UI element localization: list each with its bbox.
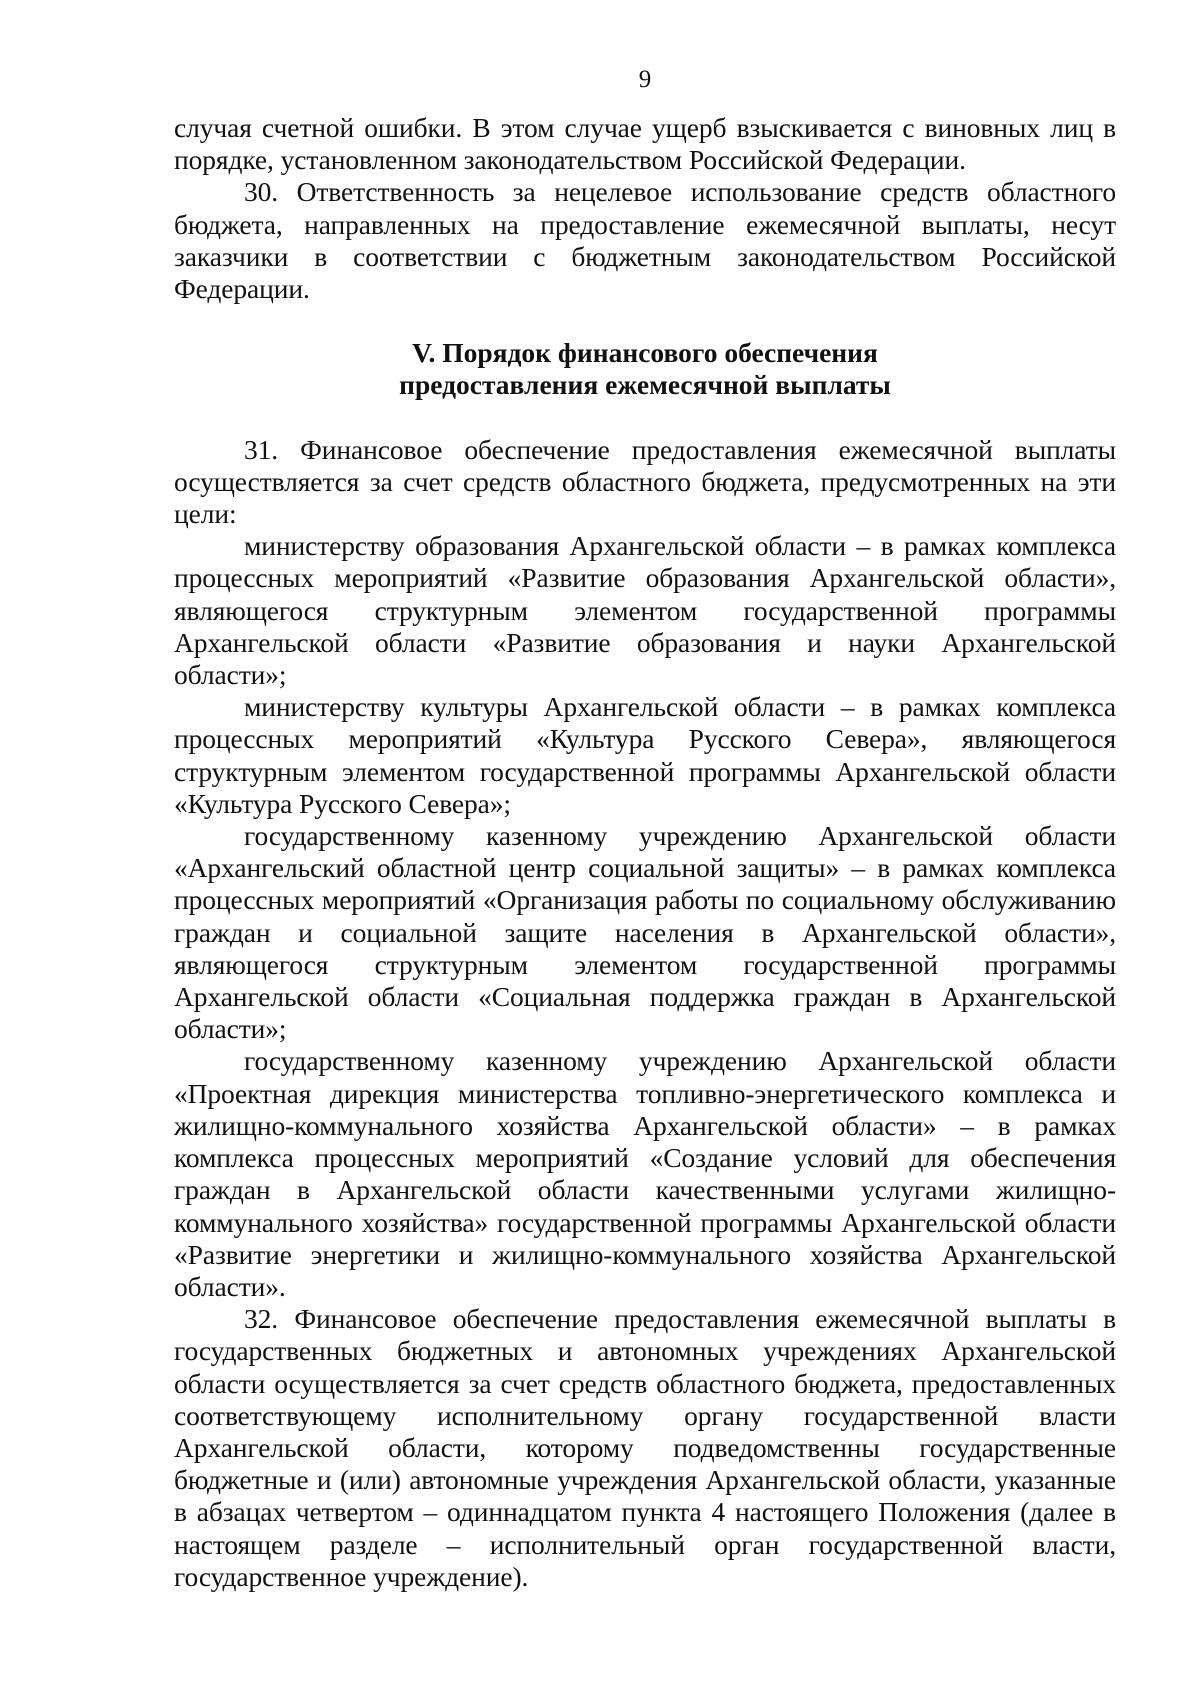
paragraph-item-32: 32. Финансовое обеспечение предоставления ежемесячной выплаты в государственных бюджетных и автономных учреждениях Архангельской области осуществляется за счет средств областного бюджета, предоставленных соответствующему исполнительному органу государственной власти Архангельской области, которому подведомственны государственные бюджетные и (или) автономные учреждения Архангельской области, указанные в абзацах четвертом – одиннадцатом пункта 4 настоящего Положения (далее в настоящем разделе – исполнительный орган государственной власти, государственное учреждение). [174,1303,1116,1592]
paragraph-item-31: 31. Финансовое обеспечение предоставления ежемесячной выплаты осуществляется за счет средств областного бюджета, предусмотренных на эти цели: [174,433,1116,530]
section-heading-line-2: предоставления ежемесячной выплаты [399,369,891,401]
paragraph-continuation: случая счетной ошибки. В этом случае ущерб взыскивается с виновных лиц в порядке, установленном законодательством Российской Федерации. [174,112,1116,176]
section-heading-line-1: V. Порядок финансового обеспечения [412,337,878,369]
document-page [174,64,1116,1593]
section-heading [174,337,1116,401]
paragraph-social-protection-center: государственному казенному учреждению Архангельской области «Архангельский областной центр социальной защиты» – в рамках комплекса процессных мероприятий «Организация работы по социальному обслуживанию граждан и социальной защите населения в Архангельской области», являющегося структурным элементом государственной программы Архангельской области «Социальная поддержка граждан в Архангельской области»; [174,820,1116,1045]
paragraph-item-30: 30. Ответственность за нецелевое использование средств областного бюджета, направленных на предоставление ежемесячной выплаты, несут заказчики в соответствии с бюджетным законодательством Российской Федерации. [174,176,1116,305]
paragraph-project-directorate: государственному казенному учреждению Архангельской области «Проектная дирекция министерства топливно-энергетического комплекса и жилищно-коммунального хозяйства Архангельской области» – в рамках комплекса процессных мероприятий «Создание условий для обеспечения граждан в Архангельской области качественными услугами жилищно-коммунального хозяйства» государственной программы Архангельской области «Развитие энергетики и жилищно-коммунального хозяйства Архангельской области». [174,1045,1116,1302]
paragraph-ministry-education: министерству образования Архангельской области – в рамках комплекса процессных мероприятий «Развитие образования Архангельской области», являющегося структурным элементом государственной программы Архангельской области «Развитие образования и науки Архангельской области»; [174,530,1116,691]
paragraph-ministry-culture: министерству культуры Архангельской области – в рамках комплекса процессных мероприятий «Культура Русского Севера», являющегося структурным элементом государственной программы Архангельской области «Культура Русского Севера»; [174,691,1116,819]
page-number: 9 [638,66,652,93]
